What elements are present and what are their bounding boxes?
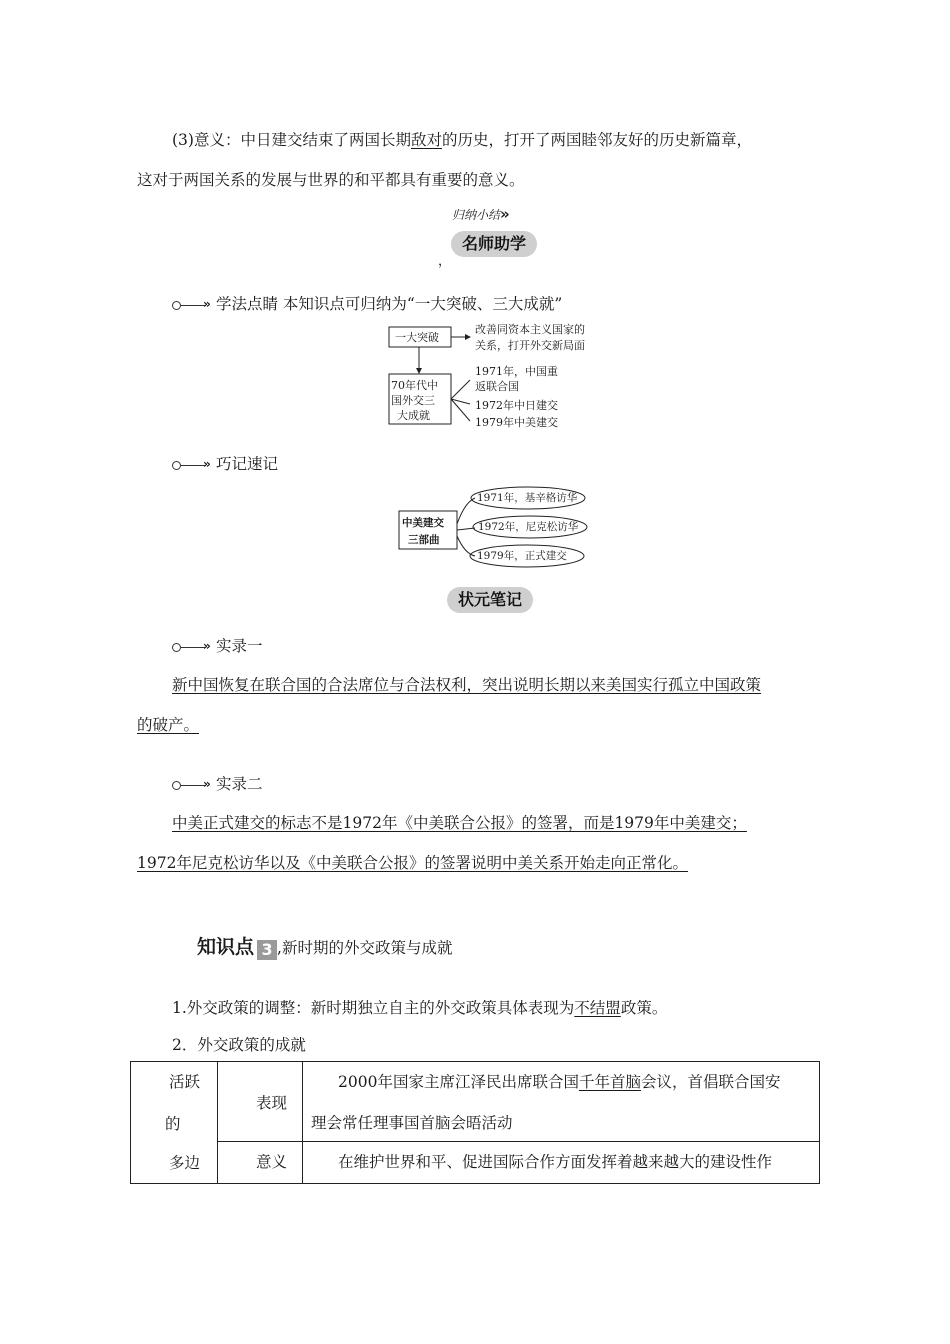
xuefa-heading (172, 292, 562, 314)
summary-label-text: 归纳小结 (452, 208, 501, 222)
bullet-arrow-icon: » (172, 780, 214, 790)
record1-heading (172, 634, 263, 656)
row2-label: 意义 (256, 1153, 288, 1171)
double-chevron-icon: » (500, 205, 510, 223)
record2-line-2: 1972年尼克松访华以及《中美联合公报》的签署说明中美关系开始走向正常化。 (137, 854, 688, 872)
meaning-line-1 (172, 128, 752, 150)
section-number-badge: 3 (257, 940, 277, 960)
diagram-item1-line2: 返联合国 (475, 380, 519, 393)
table-cell-row1-content (303, 1062, 820, 1142)
record2-heading (172, 772, 263, 794)
teacher-help-pill: 名师助学 (451, 231, 537, 257)
meaning-text-a: (3)意义：中日建交结束了两国长期 (172, 131, 411, 149)
section3-heading (197, 932, 452, 960)
record1-line-2: 的破产。 (137, 716, 200, 734)
item1-line (172, 996, 667, 1018)
meaning-underlined: 敌对 (410, 131, 442, 149)
meaning-line-2: 这对于两国关系的发展与世界的和平都具有重要的意义。 (137, 171, 525, 189)
row1-label: 表现 (256, 1094, 288, 1112)
bullet-arrow-icon: » (172, 460, 214, 470)
diagram-box-bottom-3: 大成就 (397, 409, 430, 422)
bullet-arrow-icon: » (172, 642, 214, 652)
row1-text-underlined: 千年首脑 (578, 1073, 641, 1091)
record2-line-1: 中美正式建交的标志不是1972年《中美联合公报》的签署，而是1979年中美建交； (172, 814, 747, 832)
diagram-box-bottom-1: 70年代中 (391, 379, 438, 392)
summary-label (452, 205, 510, 223)
center-label-1: 中美建交 (402, 517, 444, 529)
diagram-box-bottom-2: 国外交三 (391, 394, 435, 407)
category-line-1: 活跃 (169, 1073, 201, 1091)
xuefa-label: 学法点睛 本知识点可归纳为“一大突破、三大成就” (216, 295, 563, 313)
diagram-top-note-1: 改善同资本主义国家的 (475, 323, 585, 336)
row1-text-line2: 理会常任理事国首脑会晤活动 (311, 1114, 513, 1132)
category-line-3: 多边 (169, 1154, 201, 1172)
row1-text-a: 2000年国家主席江泽民出席联合国 (338, 1073, 579, 1091)
oval-text-2: 1972年，尼克松访华 (478, 521, 579, 533)
diagram-box-top-label: 一大突破 (395, 331, 439, 344)
oval-text-3: 1979年，正式建交 (477, 550, 567, 562)
oval-text-1: 1971年，基辛格访华 (477, 492, 578, 504)
row1-text-line1 (338, 1070, 780, 1092)
record1-label: 实录一 (216, 637, 263, 655)
item1-text-b: 政策。 (620, 999, 668, 1017)
qiaoji-heading (172, 452, 278, 474)
item2-line: 2．外交政策的成就 (172, 1036, 306, 1054)
stray-comma: ， (438, 254, 452, 269)
record2-label: 实录二 (216, 775, 263, 793)
category-line-2: 的 (165, 1115, 181, 1133)
row2-text: 在维护世界和平、促进国际合作方面发挥着越来越大的建设性作 (338, 1153, 773, 1171)
item1-text-a: 1.外交政策的调整：新时期独立自主的外交政策具体表现为 (172, 999, 575, 1017)
row1-text-b: 会议，首倡联合国安 (640, 1073, 781, 1091)
meaning-text-b: 的历史，打开了两国睦邻友好的历史新篇章， (441, 131, 752, 149)
diagram-item1-line1: 1971年，中国重 (475, 365, 558, 378)
table-cell-row2-content (303, 1142, 820, 1184)
bullet-arrow-icon: » (172, 300, 214, 310)
item1-underlined: 不结盟 (574, 999, 621, 1017)
table-cell-row1-label (218, 1062, 303, 1142)
achievements-table (130, 1061, 820, 1184)
section3-title: ,新时期的外交政策与成就 (277, 939, 453, 957)
table-cell-row2-label (218, 1142, 303, 1184)
top-notes-pill: 状元笔记 (447, 587, 533, 613)
section3-label: 知识点 (197, 936, 255, 958)
table-cell-category (131, 1062, 218, 1184)
diagram-item2: 1972年中日建交 (475, 399, 558, 412)
qiaoji-label: 巧记速记 (216, 455, 279, 473)
record1-line-1: 新中国恢复在联合国的合法席位与合法权利，突出说明长期以来美国实行孤立中国政策 (172, 676, 762, 694)
center-label-2: 三部曲 (408, 534, 440, 546)
diagram-top-note-2: 关系，打开外交新局面 (475, 339, 585, 352)
diagram-item3: 1979年中美建交 (475, 416, 558, 429)
